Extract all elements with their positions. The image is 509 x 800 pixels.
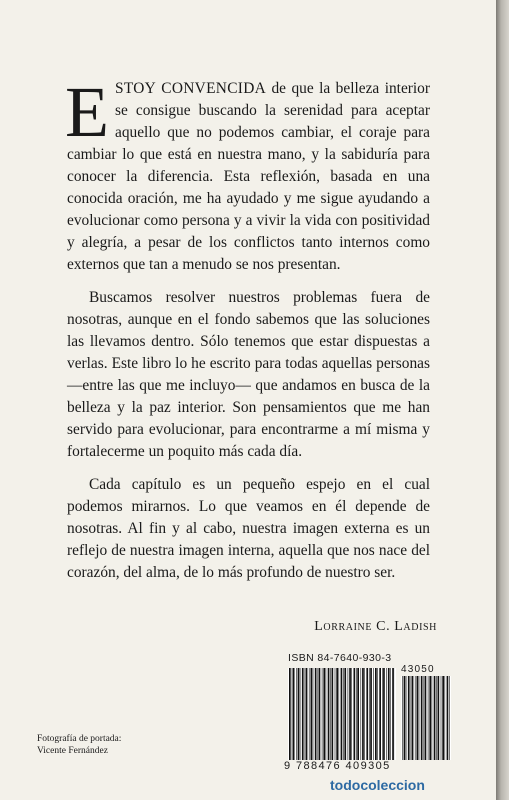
barcode-bar xyxy=(404,676,406,760)
isbn-number: ISBN 84-7640-930-3 xyxy=(288,652,392,664)
barcode-bar xyxy=(386,668,387,760)
barcode-bar xyxy=(318,668,319,760)
barcode-bar xyxy=(379,668,381,760)
paragraph-3: Cada capítulo es un pequeño espejo en el cual podemos mirarnos. Lo que veamos en él depende de nosotras. Al fin y al cabo, nuestra imagen externa es un reflejo de nuestra imagen interna, aquella que nos nace del corazón, del alma, de lo más profundo de nuestro ser. xyxy=(67,476,430,581)
barcode-bar xyxy=(289,668,291,760)
barcode-bar xyxy=(415,676,416,760)
barcode-bar xyxy=(441,676,442,760)
barcode-bar xyxy=(366,668,368,760)
barcode-bar xyxy=(432,676,433,760)
barcode-bar xyxy=(442,676,444,760)
photo-credit xyxy=(37,733,121,757)
barcode-bar xyxy=(425,676,427,760)
barcode-bar xyxy=(330,668,331,760)
barcode-bar xyxy=(298,668,300,760)
barcode-bar xyxy=(383,668,385,760)
barcode-bar xyxy=(356,668,357,760)
barcode-bar xyxy=(293,668,295,760)
barcode-bar xyxy=(309,668,310,760)
barcode-bar xyxy=(436,676,437,760)
barcode-bar xyxy=(361,668,362,760)
barcode-bar xyxy=(438,676,440,760)
barcode-bar xyxy=(296,668,297,760)
paragraph-1 xyxy=(65,72,431,276)
barcode-bar xyxy=(417,676,419,760)
watermark-text: todocoleccion xyxy=(330,777,425,793)
barcode-bar xyxy=(406,676,407,760)
barcode-bar xyxy=(302,668,304,760)
barcode-bar xyxy=(421,676,423,760)
barcode-bar xyxy=(357,668,359,760)
barcode-bar xyxy=(339,668,340,760)
barcode-bar xyxy=(344,668,346,760)
barcode-bar xyxy=(412,676,414,760)
barcode-bar xyxy=(335,668,336,760)
paragraph-2: Buscamos resolver nuestros problemas fuera de nosotras, aunque en el fondo sabemos que las soluciones las llevamos dentro. Sólo tenemos que estar dispuestas a verlas. Este libro lo he escrito para todas aquellas personas —entre las que me incluyo— que andamos en busca de la belleza y la paz interior. Son pensamientos que me han servido para evolucionar, para encontrarme a mí misma y fortalecerme un poquito más cada día. xyxy=(67,289,430,460)
barcode-bar xyxy=(390,668,391,760)
photo-credit-name: Vicente Fernández xyxy=(37,746,108,756)
barcode-bar xyxy=(292,668,293,760)
barcode-bar xyxy=(328,668,330,760)
barcode-bar xyxy=(434,676,436,760)
barcode-bar xyxy=(306,668,308,760)
isbn-barcode-area xyxy=(284,652,460,774)
barcode-bar xyxy=(370,668,372,760)
barcode-bar xyxy=(336,668,338,760)
cover-text xyxy=(65,72,431,595)
author-name: Lorraine C. Ladish xyxy=(314,619,437,634)
barcode-bar xyxy=(362,668,364,760)
barcode-bar xyxy=(447,676,449,760)
barcode-addon-number: 43050 xyxy=(401,664,435,675)
barcode-bar xyxy=(428,676,429,760)
barcode-bar xyxy=(382,668,383,760)
barcode-bar xyxy=(315,668,317,760)
photo-credit-label: Fotografía de portada: xyxy=(37,734,122,744)
barcode-bar xyxy=(311,668,313,760)
barcode-bar xyxy=(322,668,323,760)
barcode-digits: 9 788476 409305 xyxy=(284,760,391,772)
barcode-bar xyxy=(419,676,420,760)
barcode-bar xyxy=(449,676,450,760)
barcode-bar xyxy=(323,668,325,760)
barcode-bar xyxy=(326,668,327,760)
barcode-bar xyxy=(351,668,352,760)
paragraph-1-text: de que la belleza interior se consigue buscando la serenidad para aceptar aquello que no podemos cambiar, el coraje para cambiar lo que está en nuestra mano, y la sabiduría para conocer la diferencia. Esta reflexión, basada en una conocida oración, me ha ayudado y me sigue ayudando a evolucionar como persona y a vivir la vida con positividad y alegría, a pesar de los conflictos tanto internos como externos que tan a menudo se nos presentan. xyxy=(67,80,431,273)
barcode-bar xyxy=(300,668,301,760)
barcode-bar xyxy=(411,676,412,760)
barcode-bar xyxy=(375,668,377,760)
barcode-bar xyxy=(392,668,394,760)
barcode-bar xyxy=(332,668,334,760)
barcode-bar xyxy=(408,676,410,760)
barcode-addon-icon xyxy=(401,676,451,760)
barcode-bar xyxy=(364,668,365,760)
barcode-bar xyxy=(343,668,344,760)
barcode-bar xyxy=(424,676,425,760)
barcode-bar xyxy=(369,668,370,760)
barcode-bar xyxy=(377,668,378,760)
barcode-bar xyxy=(354,668,356,760)
barcode-bar xyxy=(429,676,431,760)
barcode-bar xyxy=(319,668,321,760)
drop-cap: E xyxy=(65,72,109,152)
barcode-main-icon xyxy=(288,668,396,760)
opening-caps: STOY CONVENCIDA xyxy=(114,80,267,97)
barcode-bar xyxy=(305,668,306,760)
barcode-bar xyxy=(445,676,446,760)
barcode-bar xyxy=(373,668,374,760)
barcode-bar xyxy=(341,668,343,760)
watermark xyxy=(330,777,425,793)
barcode-bar xyxy=(313,668,314,760)
book-edge xyxy=(496,0,509,800)
barcode-bar xyxy=(402,676,403,760)
barcode-bar xyxy=(349,668,351,760)
barcode-bar xyxy=(348,668,349,760)
barcode-bar xyxy=(388,668,390,760)
